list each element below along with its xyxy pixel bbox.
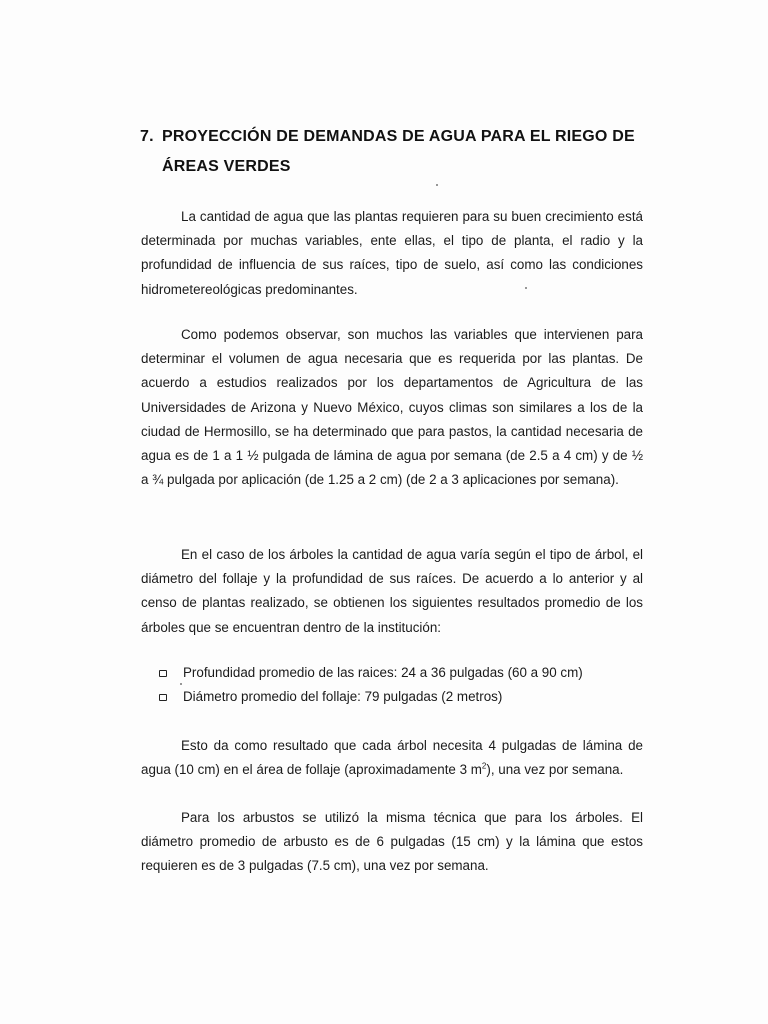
paragraph-3 xyxy=(141,543,643,640)
paragraph-1-text: La cantidad de agua que las plantas requieren para su buen crecimiento está determinada por muchas variables, ente ellas, el tipo de planta, el radio y la profundidad de influencia de sus raíces, tipo de suelo, así como las condiciones hidrometereológicas predominantes. xyxy=(141,209,643,297)
section-title-line-1: PROYECCIÓN DE DEMANDAS DE AGUA PARA EL RIEGO DE xyxy=(162,128,635,145)
paragraph-2-text: Como podemos observar, son muchos las variables que intervienen para determinar el volumen de agua necesaria que es requerida por las plantas. De acuerdo a estudios realizados por los departamentos de Agricultura de las Universidades de Arizona y Nuevo México, cuyos climas son similares a los de la ciudad de Hermosillo, se ha determinado que para pastos, la cantidad necesaria de agua es de 1 a 1 ½ pulgada de lámina de agua por semana (de 2.5 a 4 cm) y de ½ a ¾ pulgada por aplicación (de 1.25 a 2 cm) (de 2 a 3 aplicaciones por semana). xyxy=(141,327,643,488)
scan-speck xyxy=(180,683,182,685)
section-title-line-2: ÁREAS VERDES xyxy=(162,158,291,175)
list-item xyxy=(158,685,638,709)
scan-speck xyxy=(525,287,527,289)
paragraph-2 xyxy=(141,323,643,492)
paragraph-3-text: En el caso de los árboles la cantidad de agua varía según el tipo de árbol, el diámetro del follaje y la profundidad de sus raíces. De acuerdo a lo anterior y al censo de plantas realizado, se obtienen los siguientes resultados promedio de los árboles que se encuentran dentro de la institución: xyxy=(141,547,643,635)
paragraph-4 xyxy=(141,734,643,782)
list-item-text: Diámetro promedio del follaje: 79 pulgadas (2 metros) xyxy=(183,689,503,705)
paragraph-4-text-end: ), una vez por semana. xyxy=(486,762,624,778)
list-item xyxy=(158,661,638,685)
square-bullet-icon xyxy=(159,694,167,701)
scan-speck xyxy=(436,184,438,186)
paragraph-1 xyxy=(141,205,643,302)
tree-results-list xyxy=(158,661,638,709)
list-item-text: Profundidad promedio de las raices: 24 a 36 pulgadas (60 a 90 cm) xyxy=(183,665,583,680)
paragraph-5 xyxy=(141,806,643,879)
section-heading xyxy=(140,122,660,182)
section-number: 7. xyxy=(140,128,154,145)
square-bullet-icon xyxy=(159,670,167,677)
superscript: 2 xyxy=(481,761,487,771)
paragraph-4-text-start: Esto da como resultado que cada árbol necesita 4 pulgadas de lámina de agua (10 cm) en el área de follaje (aproximadamente 3 m xyxy=(141,738,643,778)
paragraph-5-text: Para los arbustos se utilizó la misma técnica que para los árboles. El diámetro promedio de arbusto es de 6 pulgadas (15 cm) y la lámina que estos requieren es de 3 pulgadas (7.5 cm), una vez por semana. xyxy=(141,810,643,874)
paragraph-4-text xyxy=(141,734,643,782)
